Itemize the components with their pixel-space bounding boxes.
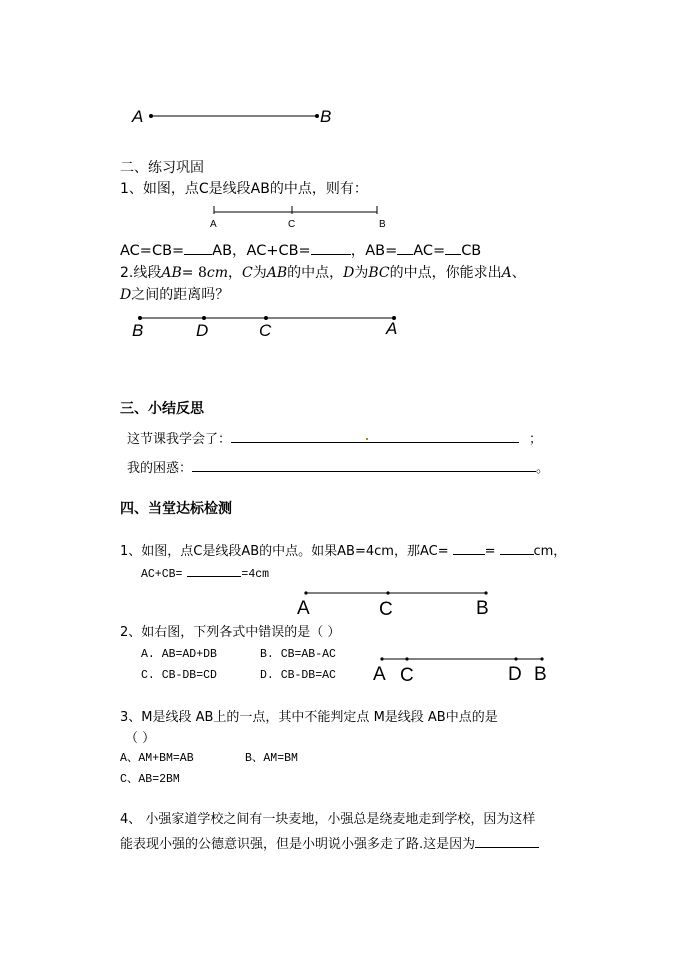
s4-q4-blank[interactable] [475, 836, 539, 848]
formula-part-1: AC=CB= [120, 243, 185, 259]
section-3-title: 三、小结反思 [120, 401, 204, 417]
s4-q4-line2: 能表现小强的公德意识强，但是小明说小强多走了路.这是因为 [120, 836, 539, 852]
s4-q1-line2: AC+CB= =4cm [141, 568, 270, 581]
s4-q2-option-c: C. CB-DB=CD [141, 669, 217, 682]
s4-q2-option-a: A. AB=AD+DB [141, 648, 217, 661]
section-4-title: 四、当堂达标检测 [120, 501, 232, 517]
s4-q2-label-a: A [373, 664, 386, 685]
s4-q2-label-d: D [508, 664, 522, 685]
blank-1[interactable] [184, 242, 212, 255]
q1-label-c: C [288, 219, 296, 230]
formula-part-2: AB，AC+CB= [212, 243, 311, 259]
s4-q3-line1: 3、M是线段 AB上的一点，其中不能判定点 M是线段 AB中点的是 [120, 710, 498, 725]
s4-q3-option-c: C、AB=2BM [120, 773, 180, 786]
s4-q1-blank-3[interactable] [187, 566, 241, 577]
s4-q3-option-b: B、AM=BM [245, 752, 298, 765]
learned-input-line[interactable] [231, 431, 519, 443]
blank-3[interactable] [397, 242, 413, 255]
s4-q2-label-c: C [400, 665, 414, 686]
s4-q2-segment-figure [380, 657, 543, 660]
formula-part-4: AC= [413, 243, 446, 259]
s2-q2-line1: 2.线段AB= 8cm，C为AB的中点，D为BC的中点，你能求出A、 [120, 265, 526, 281]
confusion-input-line[interactable] [192, 460, 536, 472]
stray-dot [366, 438, 368, 440]
s4-q2-text: 2、如右图，下列各式中错误的是（ ） [120, 625, 341, 640]
q2-label-a: A [386, 319, 398, 338]
q2-segment-figure [138, 316, 396, 320]
formula-part-5: CB [461, 243, 482, 259]
s4-q2-label-b: B [534, 664, 547, 685]
q2-label-d: D [196, 321, 209, 340]
point-a-dot [149, 114, 153, 118]
s4-q1-label-a: A [297, 598, 310, 619]
s4-q1-label-c: C [379, 599, 393, 620]
learned-row: 这节课我学会了： ； [127, 432, 543, 447]
point-b-label: B [320, 107, 332, 126]
confusion-row: 我的困惑： 。 [127, 461, 550, 476]
s4-q2-option-d: D. CB-DB=AC [260, 669, 336, 682]
q1-label-b: B [379, 219, 386, 230]
blank-2[interactable] [311, 242, 351, 255]
q1-label-a: A [210, 219, 217, 230]
section-2-title: 二、练习巩固 [120, 160, 204, 176]
q2-label-b: B [132, 321, 144, 340]
s4-q2-option-b: B. CB=AB-AC [260, 648, 336, 661]
s4-q3-option-a: A、AM+BM=AB [120, 752, 194, 765]
blank-4[interactable] [445, 242, 461, 255]
point-a-label: A [132, 107, 144, 126]
formula-part-3: ，AB= [350, 243, 398, 259]
s4-q1-blank-2[interactable] [500, 544, 534, 555]
s4-q4-line1: 4、 小强家道学校之间有一块麦地，小强总是绕麦地走到学校，因为这样 [120, 812, 536, 827]
s4-q1-blank-1[interactable] [453, 544, 485, 555]
confusion-label: 我的困惑： [127, 461, 193, 476]
s4-q3-line2: （ ） [125, 731, 156, 746]
s2-q2-line2: D之间的距离吗？ [120, 287, 230, 303]
s2-q1-text: 1、如图，点C是线段AB的中点，则有： [120, 181, 368, 197]
s4-q1-segment-figure [304, 591, 487, 594]
learned-label: 这节课我学会了： [127, 432, 232, 447]
point-b-dot [315, 114, 319, 118]
s4-q1-label-b: B [476, 598, 489, 619]
s4-q1-line1: 1、如图，点C是线段AB的中点。如果AB=4cm，那AC= = cm， [120, 544, 567, 559]
s2-q1-formula [120, 242, 481, 260]
q1-segment-figure [214, 206, 377, 214]
q2-label-c: C [259, 321, 272, 340]
